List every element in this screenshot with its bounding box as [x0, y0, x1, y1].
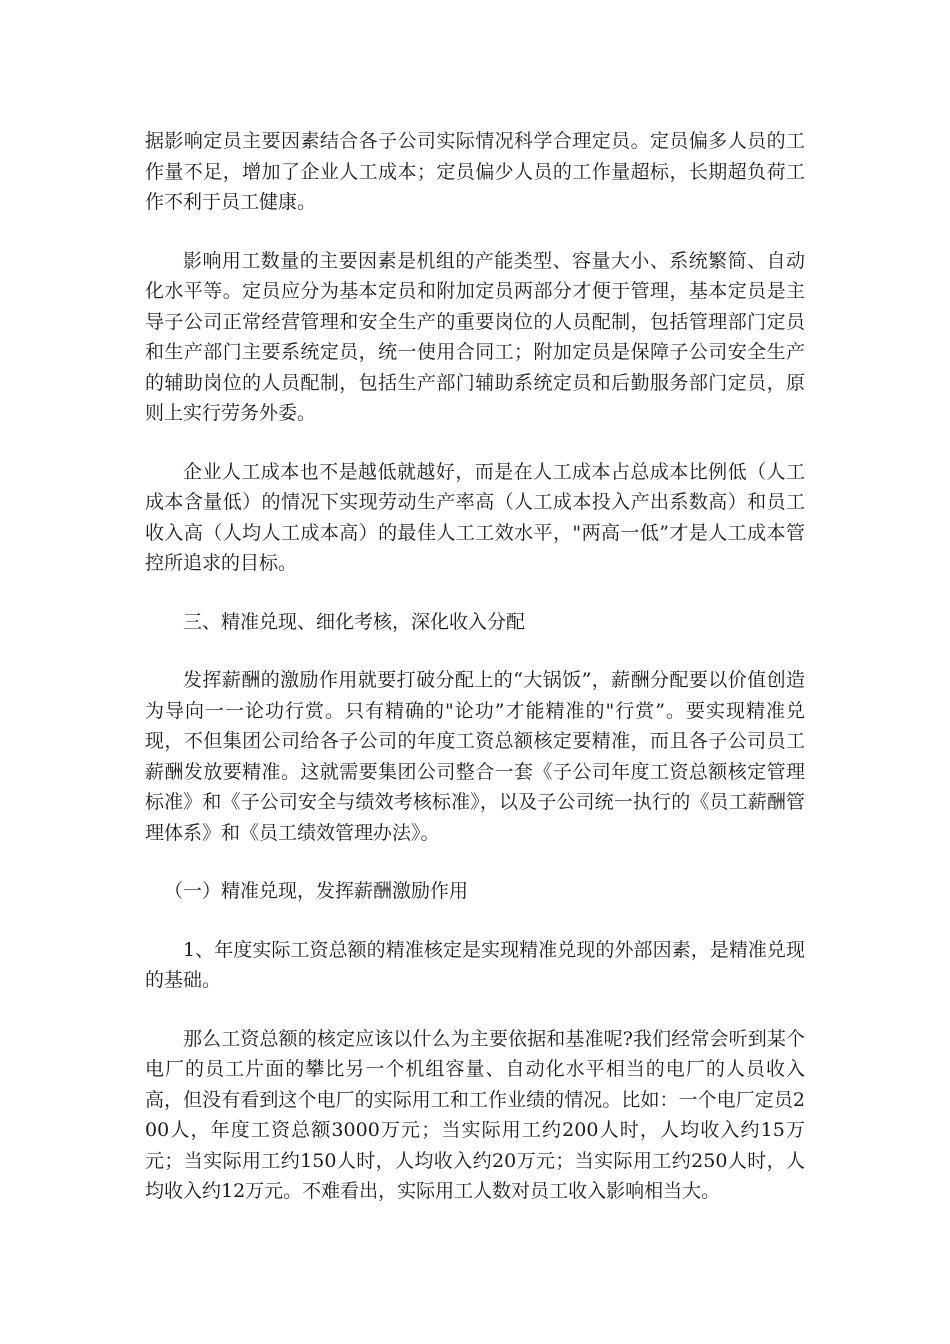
paragraph-wage-total-basis: 那么工资总额的核定应该以什么为主要依据和基准呢?我们经常会听到某个电厂的员工片面的攀比另一个机组容量、自动化水平相当的电厂的人员收入高，但没有看到这个电厂的实际用工和工作业绩的情况。比如：一个电厂定员200人，年度工资总额3000万元；当实际用工约200人时，人均收入约15万元；当实际用工约150人时，人均收入约20万元；当实际用工约250人时，人均收入约12万元。不难看出，实际用工人数对员工收入影响相当大。: [145, 1027, 805, 1202]
subsection-heading-1: （一）精准兑现，发挥薪酬激励作用: [164, 880, 469, 902]
paragraph-salary-incentive: 发挥薪酬的激励作用就要打破分配上的“大锅饭”，薪酬分配要以价值创造为导向一一论功行赏。只有精确的"论功”才能精准的"行赏”。要实现精准兑现，不但集团公司给各子公司的年度工资总额核定要精准，而且各子公司员工薪酬发放要精准。这就需要集团公司整合一套《子公司年度工资总额核定管理标准》和《子公司安全与绩效考核标准》，以及子公司统一执行的《员工薪酬管理体系》和《员工绩效管理办法》。: [145, 669, 805, 844]
paragraph-labor-quantity-factors: 影响用工数量的主要因素是机组的产能类型、容量大小、系统繁简、自动化水平等。定员应分为基本定员和附加定员两部分才便于管理，基本定员是主导子公司正常经营管理和安全生产的重要岗位的人员配制，包括管理部门定员和生产部门主要系统定员，统一使用合同工；附加定员是保障子公司安全生产的辅助岗位的人员配制，包括生产部门辅助系统定员和后勤服务部门定员，原则上实行劳务外委。: [145, 249, 805, 424]
document-page: [145, 126, 805, 1235]
paragraph-staffing-factors: 据影响定员主要因素结合各子公司实际情况科学合理定员。定员偏多人员的工作量不足，增加了企业人工成本；定员偏少人员的工作量超标，长期超负荷工作不利于员工健康。: [145, 130, 805, 213]
paragraph-item-1: 1、年度实际工资总额的精准核定是实现精准兑现的外部因素，是精准兑现的基础。: [145, 938, 805, 991]
section-heading-3: 三、精准兑现、细化考核，深化收入分配: [183, 610, 526, 633]
paragraph-labor-cost: 企业人工成本也不是越低就越好，而是在人工成本占总成本比例低（人工成本含量低）的情况下实现劳动生产率高（人工成本投入产出系数高）和员工收入高（人均人工成本高）的最佳人工工效水平，"两高一低”才是人工成本管控所追求的目标。: [145, 460, 805, 574]
